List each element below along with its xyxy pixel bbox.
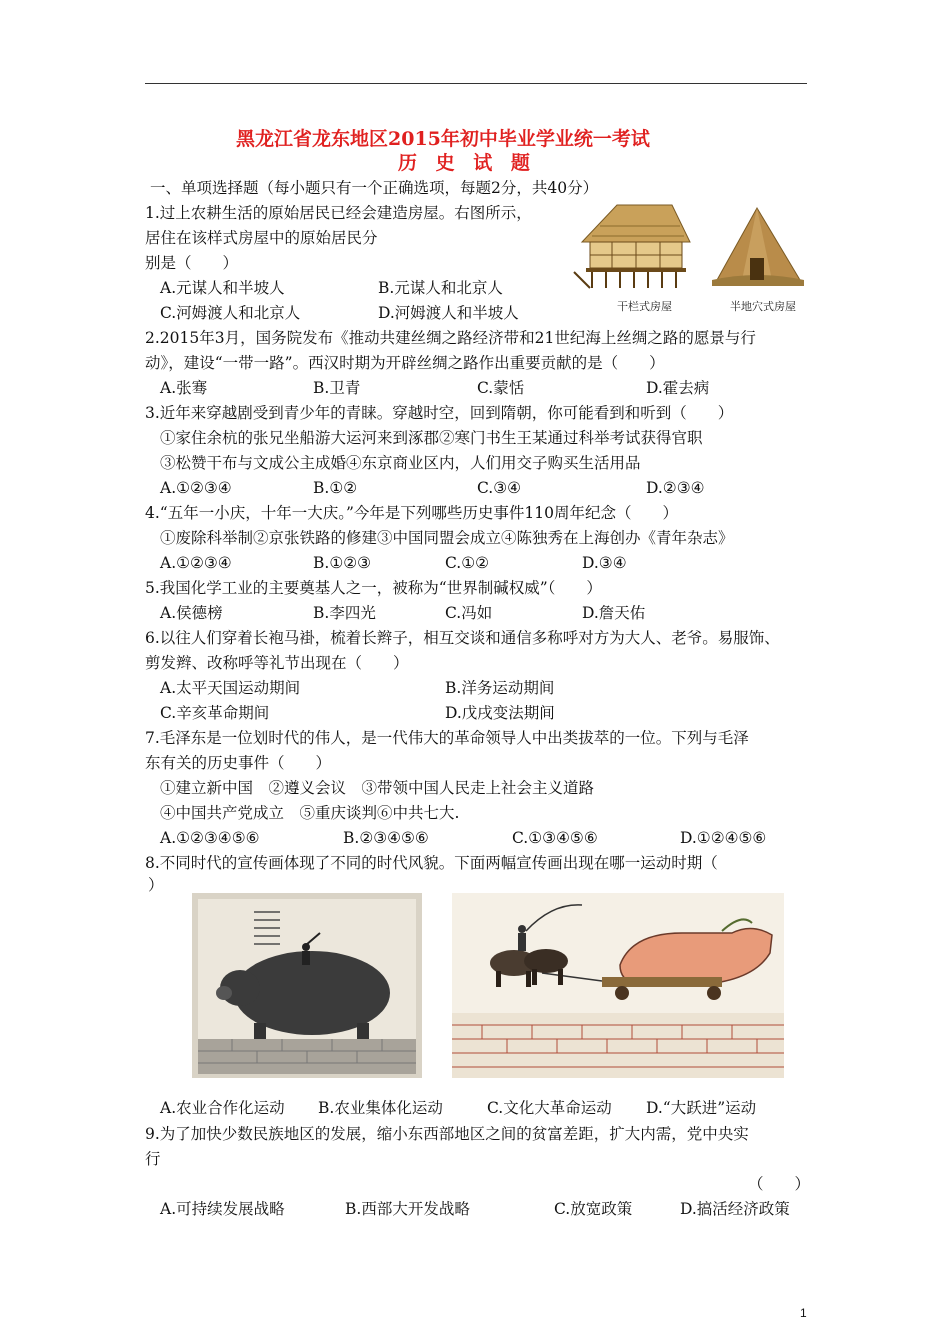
q8-option-d: D.“大跃进”运动 xyxy=(646,1099,757,1117)
q3-option-a: A.①②③④ xyxy=(160,479,232,497)
q3-stem-line1: 3.近年来穿越剧受到青少年的青睐。穿越时空，回到隋朝，你可能看到和听到（ ） xyxy=(145,404,734,422)
q8-stem-line2: ） xyxy=(148,876,164,894)
q1-option-b: B.元谋人和北京人 xyxy=(378,279,503,297)
q4-stem-line1: 4.“五年一小庆，十年一大庆。”今年是下列哪些历史事件110周年纪念（ ） xyxy=(145,504,678,522)
q7-stem-line4: ④中国共产党成立 ⑤重庆谈判⑥中共七大. xyxy=(160,804,460,822)
q3-option-b: B.①② xyxy=(313,479,358,497)
q2-option-c: C.蒙恬 xyxy=(477,379,525,397)
q8-stem-line1: 8.不同时代的宣传画体现了不同的时代风貌。下面两幅宣传画出现在哪一运动时期（ xyxy=(145,854,718,872)
q7-option-b: B.②③④⑤⑥ xyxy=(343,829,429,847)
poster-giant-radish xyxy=(452,893,784,1078)
q5-option-c: C.冯如 xyxy=(445,604,493,622)
poster-giant-pig xyxy=(192,893,422,1078)
q7-option-a: A.①②③④⑤⑥ xyxy=(160,829,260,847)
q1-stem-line1: 1.过上农耕生活的原始居民已经会建造房屋。右图所示， xyxy=(145,204,532,222)
stilt-house-image xyxy=(574,205,690,288)
q4-option-a: A.①②③④ xyxy=(160,554,232,572)
q7-stem-line3: ①建立新中国 ②遵义会议 ③带领中国人民走上社会主义道路 xyxy=(160,779,595,797)
stilt-house-caption: 干栏式房屋 xyxy=(617,300,672,313)
exam-title: 黑龙江省龙东地区2015年初中毕业学业统一考试 xyxy=(236,128,650,150)
q3-option-c: C.③④ xyxy=(477,479,522,497)
q5-stem-line1: 5.我国化学工业的主要奠基人之一，被称为“世界制碱权威”（ ） xyxy=(145,579,602,597)
q6-stem-line1: 6.以往人们穿着长袍马褂，梳着长辫子，相互交谈和通信多称呼对方为大人、老爷。易服饰、 xyxy=(145,629,780,647)
q3-stem-line3: ③松赞干布与文成公主成婚④东京商业区内，人们用交子购买生活用品 xyxy=(160,454,641,472)
q9-option-a: A.可持续发展战略 xyxy=(160,1200,285,1218)
q5-option-a: A.侯德榜 xyxy=(160,604,223,622)
q8-option-a: A.农业合作化运动 xyxy=(160,1099,285,1117)
q4-option-b: B.①②③ xyxy=(313,554,372,572)
q9-answer-blank: （ ） xyxy=(748,1175,811,1193)
q9-option-c: C.放宽政策 xyxy=(554,1200,633,1218)
q3-stem-line2: ①家住余杭的张兄坐船游大运河来到涿郡②寒门书生王某通过科举考试获得官职 xyxy=(160,429,703,447)
q5-option-d: D.詹天佑 xyxy=(582,604,646,622)
q6-option-c: C.辛亥革命期间 xyxy=(160,704,270,722)
header-rule xyxy=(145,83,807,84)
q7-stem-line2: 东有关的历史事件（ ） xyxy=(145,754,332,772)
page-number: 1 xyxy=(800,1306,807,1320)
q4-option-c: C.①② xyxy=(445,554,490,572)
q1-stem-line2: 居住在该样式房屋中的原始居民分 xyxy=(145,229,378,247)
q6-option-b: B.洋务运动期间 xyxy=(445,679,555,697)
exam-subject: 历 史 试 题 xyxy=(398,152,536,174)
q2-stem-line1: 2.2015年3月，国务院发布《推动共建丝绸之路经济带和21世纪海上丝绸之路的愿景与行 xyxy=(145,329,756,347)
q7-stem-line1: 7.毛泽东是一位划时代的伟人，是一代伟大的革命领导人中出类拔萃的一位。下列与毛泽 xyxy=(145,729,749,747)
q3-option-d: D.②③④ xyxy=(646,479,705,497)
q4-stem-line2: ①废除科举制②京张铁路的修建③中国同盟会成立④陈独秀在上海创办《青年杂志》 xyxy=(160,529,734,547)
q9-stem-line1: 9.为了加快少数民族地区的发展，缩小东西部地区之间的贫富差距，扩大内需，党中央实 xyxy=(145,1125,749,1143)
q2-option-a: A.张骞 xyxy=(160,379,208,397)
q2-option-d: D.霍去病 xyxy=(646,379,710,397)
q1-option-a: A.元谋人和半坡人 xyxy=(160,279,285,297)
q9-option-d: D.搞活经济政策 xyxy=(680,1200,790,1218)
q5-option-b: B.李四光 xyxy=(313,604,376,622)
q6-stem-line2: 剪发辫、改称呼等礼节出现在（ ） xyxy=(145,654,409,672)
q2-option-b: B.卫青 xyxy=(313,379,361,397)
q4-option-d: D.③④ xyxy=(582,554,627,572)
q6-option-d: D.戊戌变法期间 xyxy=(445,704,555,722)
q9-option-b: B.西部大开发战略 xyxy=(345,1200,470,1218)
section-heading: 一、单项选择题（每小题只有一个正确选项，每题2分，共40分） xyxy=(150,179,599,197)
q8-option-b: B.农业集体化运动 xyxy=(318,1099,443,1117)
q9-stem-line2: 行 xyxy=(145,1150,161,1168)
q8-option-c: C.文化大革命运动 xyxy=(487,1099,612,1117)
q1-stem-line3: 别是（ ） xyxy=(145,254,239,272)
q6-option-a: A.太平天国运动期间 xyxy=(160,679,301,697)
q2-stem-line2: 动》，建设“一带一路”。西汉时期为开辟丝绸之路作出重要贡献的是（ ） xyxy=(145,354,665,372)
house-illustration xyxy=(572,200,812,325)
q1-option-d: D.河姆渡人和半坡人 xyxy=(378,304,519,322)
q7-option-d: D.①②④⑤⑥ xyxy=(680,829,767,847)
pit-house-caption: 半地穴式房屋 xyxy=(730,300,796,313)
q1-option-c: C.河姆渡人和北京人 xyxy=(160,304,301,322)
semi-underground-house-image xyxy=(712,208,804,286)
q7-option-c: C.①③④⑤⑥ xyxy=(512,829,598,847)
